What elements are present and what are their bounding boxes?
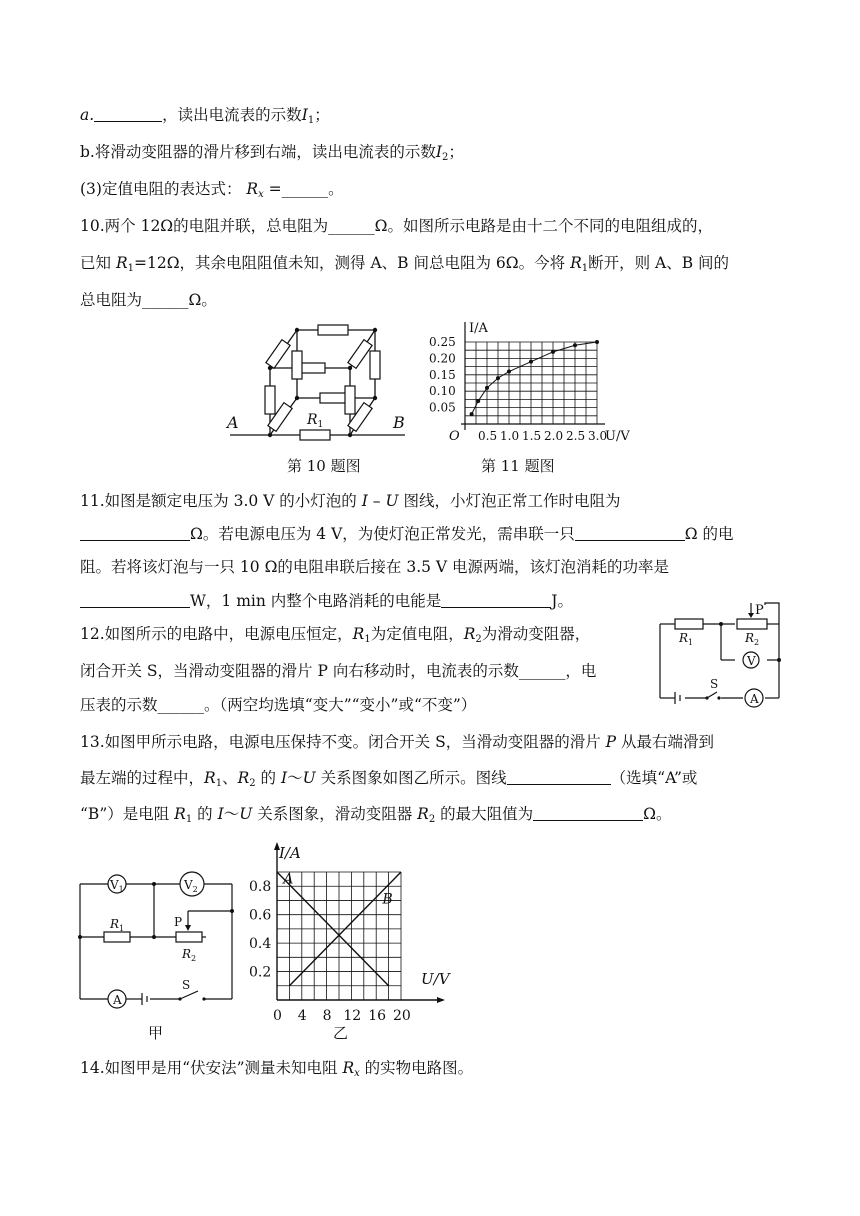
data-point — [551, 350, 555, 354]
data-point — [476, 399, 480, 403]
answer-blank[interactable]: ______ — [518, 662, 566, 680]
x-tick-label: 0.5 — [478, 429, 498, 443]
label-R1: $R_1$ — [679, 631, 694, 647]
q10-line-1: 10.两个 12Ω的电阻并联，总电阻为______Ω。如图所示电路是由十二个不同的电阻组成的， — [80, 217, 714, 235]
switch-label: S — [710, 677, 719, 691]
x-tick-label: 4 — [297, 1008, 307, 1024]
q14-line-1: 14.如图甲是用“伏安法”测量未知电阻 $R_x$ 的实物电路图。 — [80, 1059, 474, 1079]
label-R2: $R_2$ — [182, 947, 197, 963]
q10-line-3: 总电阻为______Ω。 — [80, 291, 217, 309]
x-tick-label: 12 — [343, 1008, 362, 1024]
y-axis-label: I/A — [469, 321, 488, 336]
x-axis-arrow — [437, 997, 445, 1003]
q13-line-2: 最左端的过程中，$R_1$、$R_2$ 的 I～U 关系图象如图乙所示。图线 （选填“A”或 — [80, 769, 698, 789]
x-tick-label: 3.0 — [588, 429, 608, 443]
x-axis-label: U/V — [421, 970, 450, 988]
switch-label: S — [182, 978, 191, 992]
q12-line-2: 闭合开关 S，当滑动变阻器的滑片 P 向右移动时，电流表的示数______，电 — [80, 662, 597, 680]
figure-jia-caption: 甲 — [148, 1024, 164, 1042]
y-tick-label: 0.2 — [249, 964, 272, 981]
q12-line-3: 压表的示数______。（两空均选填“变大”“变小”或“不变”） — [80, 696, 477, 714]
answer-blank[interactable] — [533, 804, 643, 821]
figure-11-iu-graph — [425, 318, 645, 448]
origin-label: O — [449, 429, 460, 444]
data-point — [595, 340, 599, 344]
q9-line-a: a. ，读出电流表的示数$I_1$； — [80, 106, 330, 126]
answer-blank[interactable] — [575, 524, 685, 541]
y-tick-label: 0.6 — [249, 907, 272, 924]
figure-10-caption: 第 10 题图 — [287, 457, 361, 475]
ammeter-label: A — [750, 692, 759, 706]
figure-12-circuit — [655, 600, 785, 712]
x-tick-label: 20 — [393, 1008, 411, 1024]
voltmeter-1-label: $V_1$ — [110, 878, 124, 894]
x-tick-label: 16 — [368, 1008, 387, 1024]
q13-line-3: “B”）是电阻 $R_1$ 的 I～U 关系图象，滑动变阻器 $R_2$ 的最大阻值为 Ω。 — [80, 805, 672, 825]
q11-line-3: 阻。若将该灯泡与一只 10 Ω的电阻串联后接在 3.5 V 电源两端，该灯泡消耗的功率是 — [80, 558, 670, 576]
y-axis-label: I/A — [279, 844, 301, 862]
voltmeter-label: V — [747, 654, 756, 668]
y-tick-label: 0.10 — [429, 384, 456, 399]
figure-yi-caption: 乙 — [333, 1024, 349, 1042]
answer-blank[interactable]: ______ — [328, 217, 375, 235]
answer-blank[interactable] — [507, 768, 611, 785]
data-point — [573, 343, 577, 347]
figure-13-yi-graph — [245, 840, 475, 1024]
q11-line-4: W，1 min 内整个电路消耗的电能是 J。 — [80, 590, 573, 612]
q9-line-3: (3)定值电阻的表达式： $R_x$ =______。 — [80, 180, 344, 200]
x-tick-label: 1.0 — [500, 429, 520, 443]
label-R1: $R_1$ — [110, 917, 125, 933]
answer-blank[interactable]: ______ — [281, 180, 329, 198]
label-R1: $R_1$ — [307, 412, 324, 430]
answer-blank[interactable] — [80, 524, 190, 541]
label-P: P — [755, 603, 764, 618]
answer-blank[interactable]: ______ — [142, 291, 189, 309]
line-B-label: B — [382, 891, 393, 908]
q11-line-1: 11.如图是额定电压为 3.0 V 的小灯泡的 I – U 图线，小灯泡正常工作时电阻为 — [80, 492, 621, 510]
q9-line-b: b.将滑动变阻器的滑片移到右端，读出电流表的示数$I_2$； — [80, 143, 464, 163]
q11-line-2: Ω。若电源电压为 4 V，为使灯泡正常发光，需串联一只 Ω 的电 — [80, 523, 734, 545]
label-B: B — [393, 413, 405, 432]
label-A: A — [227, 413, 239, 432]
answer-blank[interactable] — [441, 591, 551, 608]
label-R2: $R_2$ — [745, 631, 760, 647]
y-tick-label: 0.20 — [429, 351, 456, 366]
data-point — [485, 386, 489, 390]
y-tick-label: 0.8 — [249, 879, 272, 896]
figure-11-caption: 第 11 题图 — [481, 457, 555, 475]
voltmeter-2-label: $V_2$ — [184, 878, 198, 894]
answer-blank[interactable] — [80, 591, 190, 608]
x-tick-label: 2.0 — [544, 429, 564, 443]
x-tick-label: 8 — [322, 1008, 332, 1024]
line-A-label: A — [283, 871, 294, 888]
figure-13-jia-circuit — [80, 868, 240, 1018]
data-point — [470, 412, 474, 416]
x-tick-label: 1.5 — [522, 429, 542, 443]
y-tick-label: 0.4 — [249, 936, 272, 953]
data-point — [496, 376, 500, 380]
y-tick-label: 0.05 — [429, 400, 456, 415]
iu-curve — [472, 342, 597, 414]
x-axis-label: U/V — [605, 429, 630, 444]
ammeter-label: A — [113, 993, 122, 1007]
x-tick-label: 2.5 — [566, 429, 586, 443]
data-point — [529, 360, 533, 364]
q12-line-1: 12.如图所示的电路中，电源电压恒定，$R_1$为定值电阻，$R_2$为滑动变阻器， — [80, 625, 591, 645]
y-tick-label: 0.15 — [429, 367, 456, 382]
answer-blank[interactable] — [94, 105, 162, 122]
y-tick-label: 0.25 — [429, 335, 456, 349]
data-point — [507, 370, 511, 374]
x-tick-label: 0 — [273, 1008, 282, 1024]
label-P: P — [174, 915, 183, 929]
q10-line-2: 已知 $R_1=12\Omega$，其余电阻阻值未知，测得 A、B 间总电阻为 6Ω。今将 $R_1$断开，则 A、B 间的 — [80, 254, 730, 274]
figure-10-resistor-network — [225, 318, 415, 448]
answer-blank[interactable]: ______ — [157, 696, 205, 714]
q13-line-1: 13.如图甲所示电路，电源电压保持不变。闭合开关 S，当滑动变阻器的滑片 P 从最右端滑到 — [80, 733, 714, 751]
